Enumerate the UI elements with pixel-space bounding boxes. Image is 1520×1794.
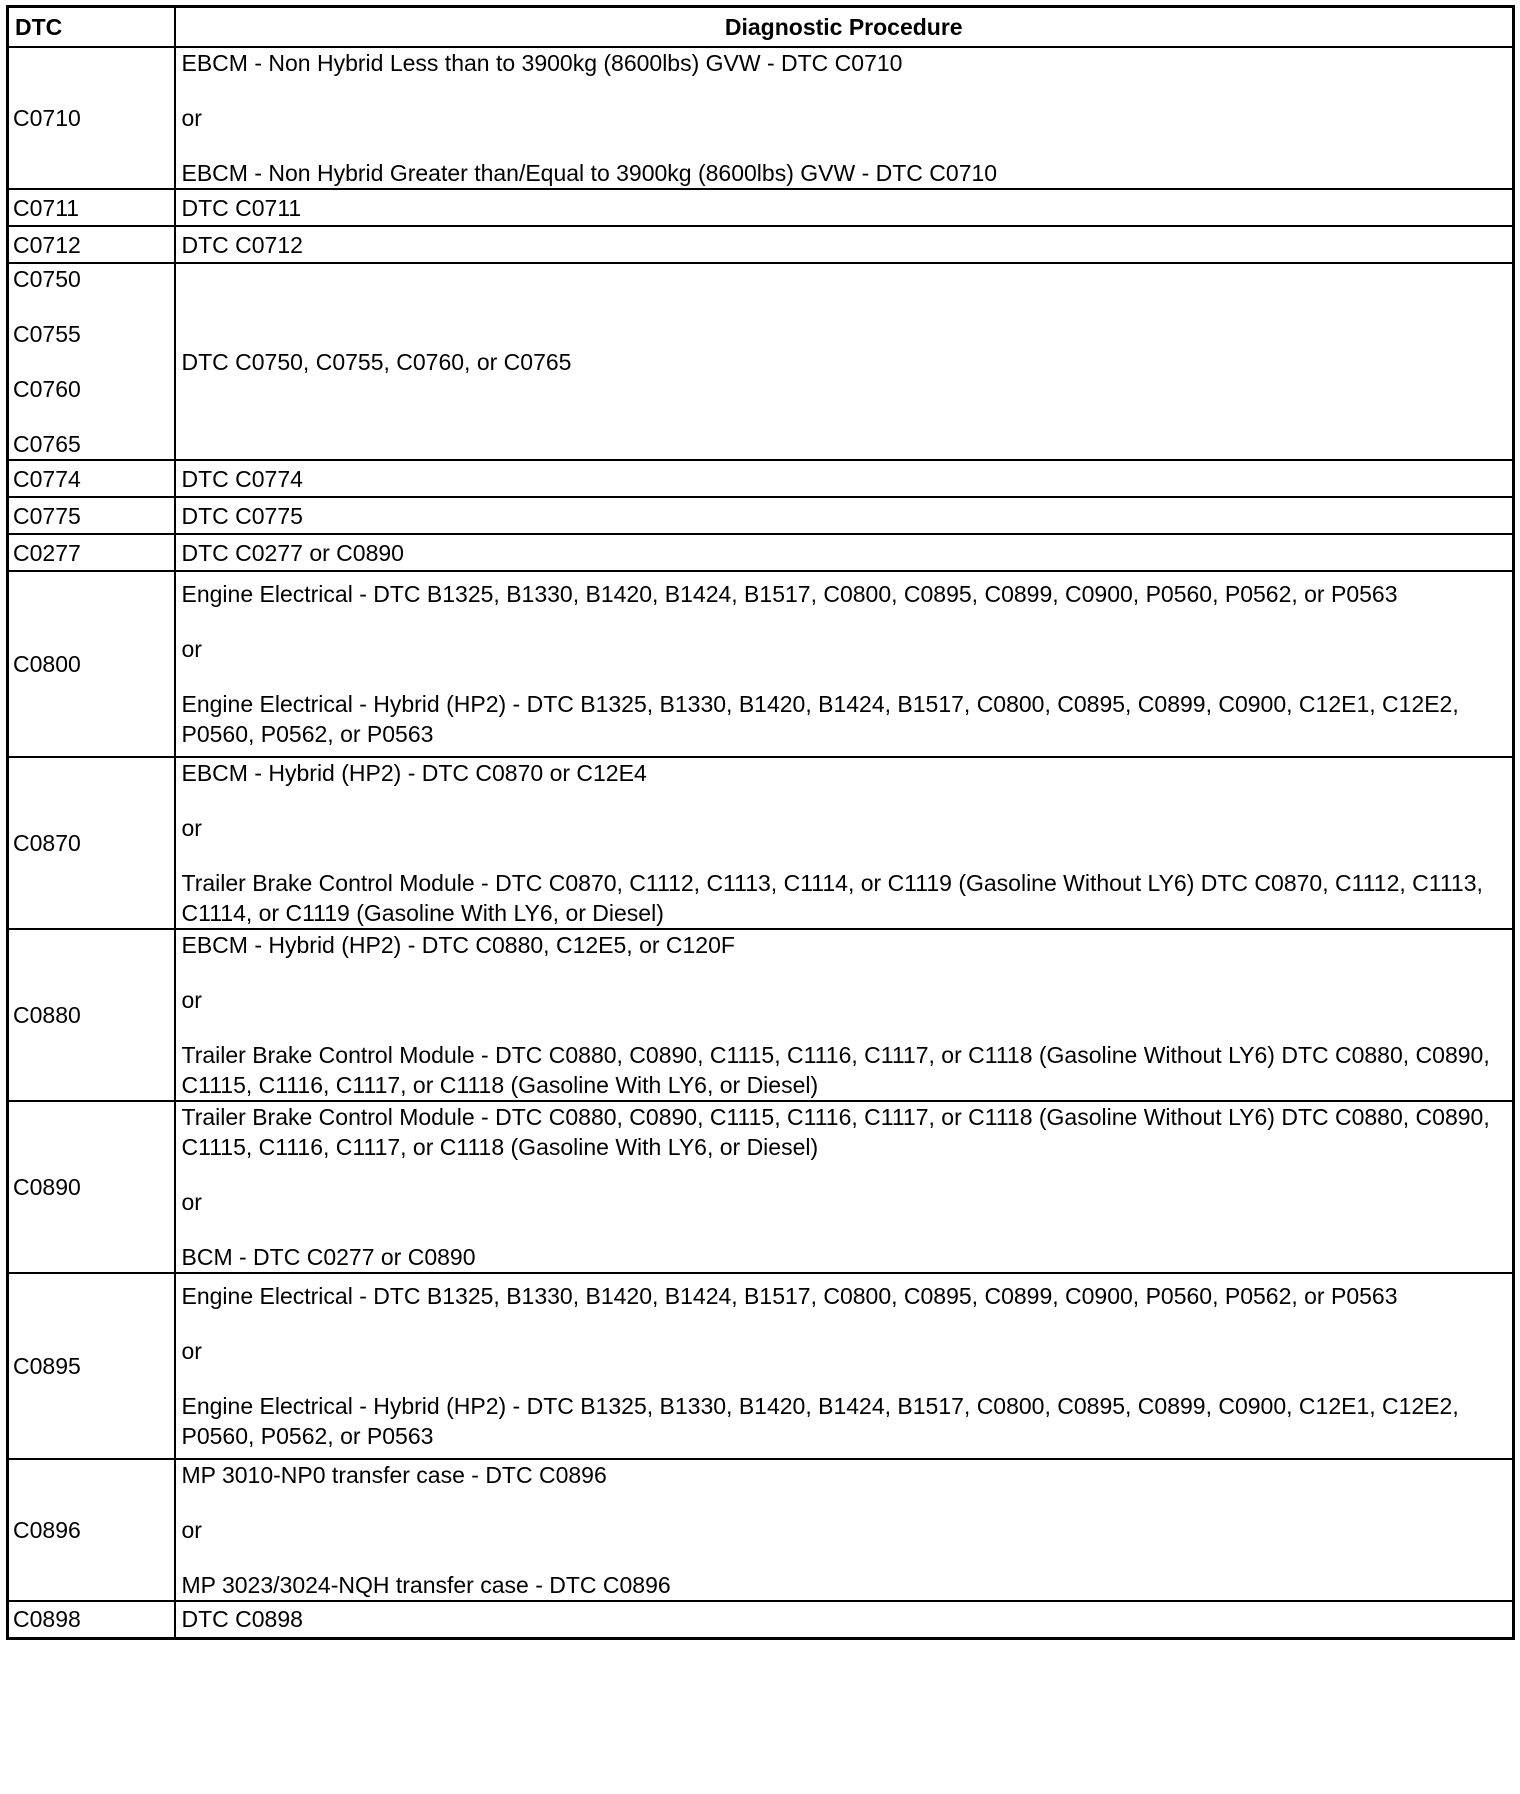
header-row [8, 7, 1514, 48]
dtc-code-cell [8, 929, 175, 1101]
table-row [8, 189, 1514, 226]
dtc-code: C0898 [13, 1606, 81, 1633]
procedure-cell [175, 534, 1514, 571]
table-row [8, 1601, 1514, 1638]
procedure-text: BCM - DTC C0277 or C0890 [181, 1244, 476, 1270]
dtc-code-cell [8, 47, 175, 189]
procedure-text: EBCM - Hybrid (HP2) - DTC C0870 or C12E4 [181, 760, 647, 786]
dtc-code: C0760 [13, 376, 81, 402]
table-row [8, 497, 1514, 534]
procedure-cell [175, 1101, 1514, 1273]
dtc-code: C0710 [13, 105, 81, 131]
table-row [8, 534, 1514, 571]
or-separator: or [181, 1517, 202, 1543]
procedure-cell [175, 189, 1514, 226]
procedure-cell [175, 497, 1514, 534]
dtc-code-cell [8, 263, 175, 460]
procedure-cell [175, 460, 1514, 497]
table-row [8, 1459, 1514, 1601]
or-separator: or [181, 105, 202, 131]
procedure-cell [175, 263, 1514, 460]
dtc-code-cell [8, 189, 175, 226]
dtc-code-cell [8, 534, 175, 571]
dtc-code: C0896 [13, 1517, 81, 1543]
dtc-code-cell [8, 1601, 175, 1638]
dtc-code: C0890 [13, 1174, 81, 1200]
procedure-text: EBCM - Hybrid (HP2) - DTC C0880, C12E5, or C120F [181, 932, 735, 958]
dtc-code: C0880 [13, 1002, 81, 1028]
procedure-cell [175, 1459, 1514, 1601]
dtc-code-cell [8, 757, 175, 929]
procedure-text: Engine Electrical - Hybrid (HP2) - DTC B1325, B1330, B1420, B1424, B1517, C0800, C0895, C0899, C0900, C12E1, C12E2, P0560, P0562, or P0563 [181, 691, 1459, 747]
procedure-text: MP 3023/3024-NQH transfer case - DTC C0896 [181, 1572, 671, 1598]
or-separator: or [181, 636, 202, 662]
dtc-code: C0712 [13, 231, 81, 258]
procedure-text: DTC C0277 or C0890 [181, 539, 404, 566]
table-body [8, 47, 1514, 1638]
dtc-code-cell [8, 226, 175, 263]
procedure-text: Trailer Brake Control Module - DTC C0880, C0890, C1115, C1116, C1117, or C1118 (Gasoline Without LY6) DTC C0880, C0890, C1115, C1116, C1117, or C1118 (Gasoline With LY6, or Diesel) [181, 1042, 1490, 1098]
procedure-text: Engine Electrical - DTC B1325, B1330, B1420, B1424, B1517, C0800, C0895, C0899, C0900, P0560, P0562, or P0563 [181, 581, 1398, 607]
procedure-cell [175, 757, 1514, 929]
procedure-text: Engine Electrical - DTC B1325, B1330, B1420, B1424, B1517, C0800, C0895, C0899, C0900, P0560, P0562, or P0563 [181, 1283, 1398, 1309]
procedure-text: EBCM - Non Hybrid Greater than/Equal to 3900kg (8600lbs) GVW - DTC C0710 [181, 160, 998, 186]
procedure-text: Trailer Brake Control Module - DTC C0880, C0890, C1115, C1116, C1117, or C1118 (Gasoline Without LY6) DTC C0880, C0890, C1115, C1116, C1117, or C1118 (Gasoline With LY6, or Diesel) [181, 1104, 1490, 1160]
dtc-code: C0775 [13, 502, 81, 529]
procedure-text: Trailer Brake Control Module - DTC C0870, C1112, C1113, C1114, or C1119 (Gasoline Without LY6) DTC C0870, C1112, C1113, C1114, or C1119 (Gasoline With LY6, or Diesel) [181, 870, 1483, 926]
procedure-cell [175, 226, 1514, 263]
dtc-code: C0895 [13, 1353, 81, 1379]
procedure-cell [175, 1273, 1514, 1459]
table-row [8, 757, 1514, 929]
table-row [8, 1101, 1514, 1273]
procedure-text: MP 3010-NP0 transfer case - DTC C0896 [181, 1462, 607, 1488]
table-row [8, 263, 1514, 460]
dtc-code-cell [8, 497, 175, 534]
dtc-code-cell [8, 460, 175, 497]
table-row [8, 571, 1514, 757]
table-row [8, 460, 1514, 497]
procedure-cell [175, 47, 1514, 189]
dtc-column-header: DTC [8, 7, 175, 48]
dtc-code-cell [8, 1101, 175, 1273]
procedure-text: DTC C0898 [181, 1606, 303, 1633]
or-separator: or [181, 1189, 202, 1215]
dtc-code-cell [8, 1459, 175, 1601]
dtc-code-cell [8, 571, 175, 757]
table-row [8, 226, 1514, 263]
dtc-code: C0711 [13, 194, 80, 221]
procedure-cell [175, 1601, 1514, 1638]
procedure-text: DTC C0750, C0755, C0760, or C0765 [181, 348, 572, 375]
procedure-text: DTC C0711 [181, 194, 302, 221]
dtc-code: C0750 [13, 266, 81, 292]
procedure-column-header: Diagnostic Procedure [175, 7, 1514, 48]
table-row [8, 47, 1514, 189]
or-separator: or [181, 987, 202, 1013]
dtc-code: C0755 [13, 321, 81, 347]
procedure-cell [175, 929, 1514, 1101]
procedure-cell [175, 571, 1514, 757]
procedure-text: Engine Electrical - Hybrid (HP2) - DTC B1325, B1330, B1420, B1424, B1517, C0800, C0895, C0899, C0900, C12E1, C12E2, P0560, P0562, or P0563 [181, 1393, 1459, 1449]
table-row [8, 929, 1514, 1101]
dtc-code: C0277 [13, 539, 81, 566]
dtc-code: C0765 [13, 431, 81, 457]
procedure-text: DTC C0774 [181, 465, 303, 492]
dtc-code: C0800 [13, 651, 81, 677]
dtc-code: C0870 [13, 830, 81, 856]
procedure-text: EBCM - Non Hybrid Less than to 3900kg (8600lbs) GVW - DTC C0710 [181, 50, 903, 76]
procedure-text: DTC C0775 [181, 502, 303, 529]
dtc-diagnostic-table [6, 5, 1515, 1640]
procedure-text: DTC C0712 [181, 231, 303, 258]
or-separator: or [181, 1338, 202, 1364]
dtc-code: C0774 [13, 465, 81, 492]
or-separator: or [181, 815, 202, 841]
dtc-code-cell [8, 1273, 175, 1459]
table-row [8, 1273, 1514, 1459]
